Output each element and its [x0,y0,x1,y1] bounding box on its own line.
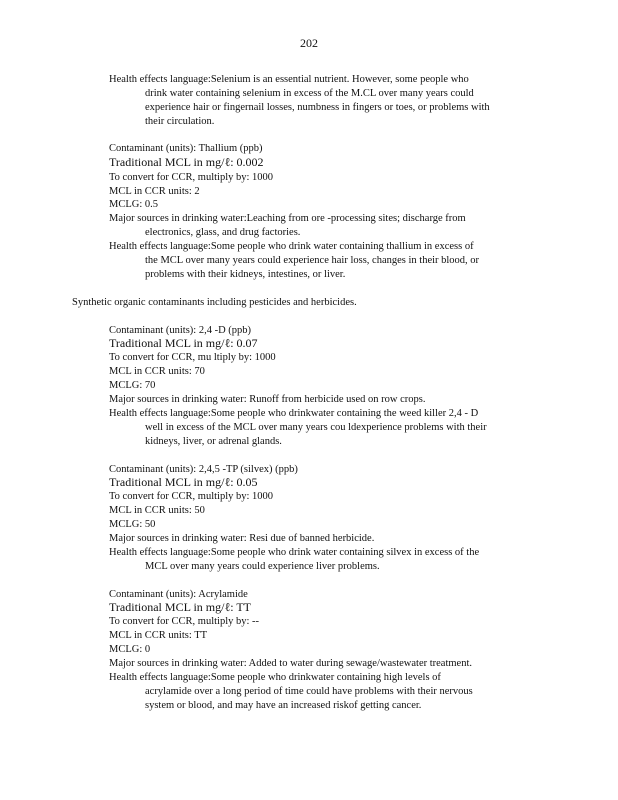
acrylamide-health: system or blood, and may have an increased riskof getting cancer. [145,700,422,711]
selenium-health-line: Health effects language:Selenium is an essential nutrient. However, some people who [109,74,469,85]
silvex-sources: Major sources in drinking water: Resi due of banned herbicide. [109,533,375,544]
d24-contaminant: Contaminant (units): 2,4 -D (ppb) [109,325,252,336]
acrylamide-convert: To convert for CCR, multiply by: -- [109,616,260,627]
silvex-traditional-mcl: Traditional MCL in mg/ℓ: 0.05 [109,475,258,489]
thallium-contaminant: Contaminant (units): Thallium (ppb) [109,143,263,154]
d24-sources: Major sources in drinking water: Runoff from herbicide used on row crops. [109,394,426,405]
silvex-health: Health effects language:Some people who drink water containing silvex in excess of the [109,547,480,558]
acrylamide-mclg: MCLG: 0 [109,644,151,655]
silvex-convert: To convert for CCR, multiply by: 1000 [109,491,274,502]
thallium-sources: electronics, glass, and drug factories. [145,227,301,238]
thallium-sources: Major sources in drinking water:Leaching from ore -processing sites; discharge from [109,213,466,224]
d24-traditional-mcl: Traditional MCL in mg/ℓ: 0.07 [109,336,258,350]
thallium-traditional-mcl: Traditional MCL in mg/ℓ: 0.002 [109,155,264,169]
d24-mcl-ccr: MCL in CCR units: 70 [109,366,205,377]
page-number: 202 [300,36,318,50]
thallium-mclg: MCLG: 0.5 [109,199,159,210]
acrylamide-mcl-ccr: MCL in CCR units: TT [109,630,208,641]
section-heading: Synthetic organic contaminants including pesticides and herbicides. [72,297,357,308]
thallium-health: the MCL over many years could experience hair loss, changes in their blood, or [145,255,480,266]
silvex-mcl-ccr: MCL in CCR units: 50 [109,505,205,516]
selenium-health-line: drink water containing selenium in excess of the M.CL over many years could [145,88,474,99]
silvex-health: MCL over many years could experience liver problems. [145,561,380,572]
selenium-health-line: experience hair or fingernail losses, numbness in fingers or toes, or problems with [145,102,490,113]
d24-convert: To convert for CCR, mu ltiply by: 1000 [109,352,276,363]
d24-health: Health effects language:Some people who drinkwater containing the weed killer 2,4 - D [109,408,479,419]
thallium-mcl-ccr: MCL in CCR units: 2 [109,186,200,197]
acrylamide-contaminant: Contaminant (units): Acrylamide [109,589,248,600]
selenium-health-line: their circulation. [145,116,215,127]
thallium-health: Health effects language:Some people who drink water containing thallium in excess of [109,241,474,252]
acrylamide-traditional-mcl: Traditional MCL in mg/ℓ: TT [109,600,251,614]
silvex-mclg: MCLG: 50 [109,519,156,530]
silvex-contaminant: Contaminant (units): 2,4,5 -TP (silvex) (ppb) [109,464,298,475]
d24-mclg: MCLG: 70 [109,380,156,391]
thallium-health: problems with their kidneys, intestines, or liver. [145,269,346,280]
acrylamide-sources: Major sources in drinking water: Added to water during sewage/wastewater treatment. [109,658,473,669]
acrylamide-health: Health effects language:Some people who drinkwater containing high levels of [109,672,441,683]
thallium-convert: To convert for CCR, multiply by: 1000 [109,172,274,183]
acrylamide-health: acrylamide over a long period of time could have problems with their nervous [145,686,473,697]
d24-health: well in excess of the MCL over many years cou ldexperience problems with their [145,422,487,433]
d24-health: kidneys, liver, or adrenal glands. [145,436,282,447]
